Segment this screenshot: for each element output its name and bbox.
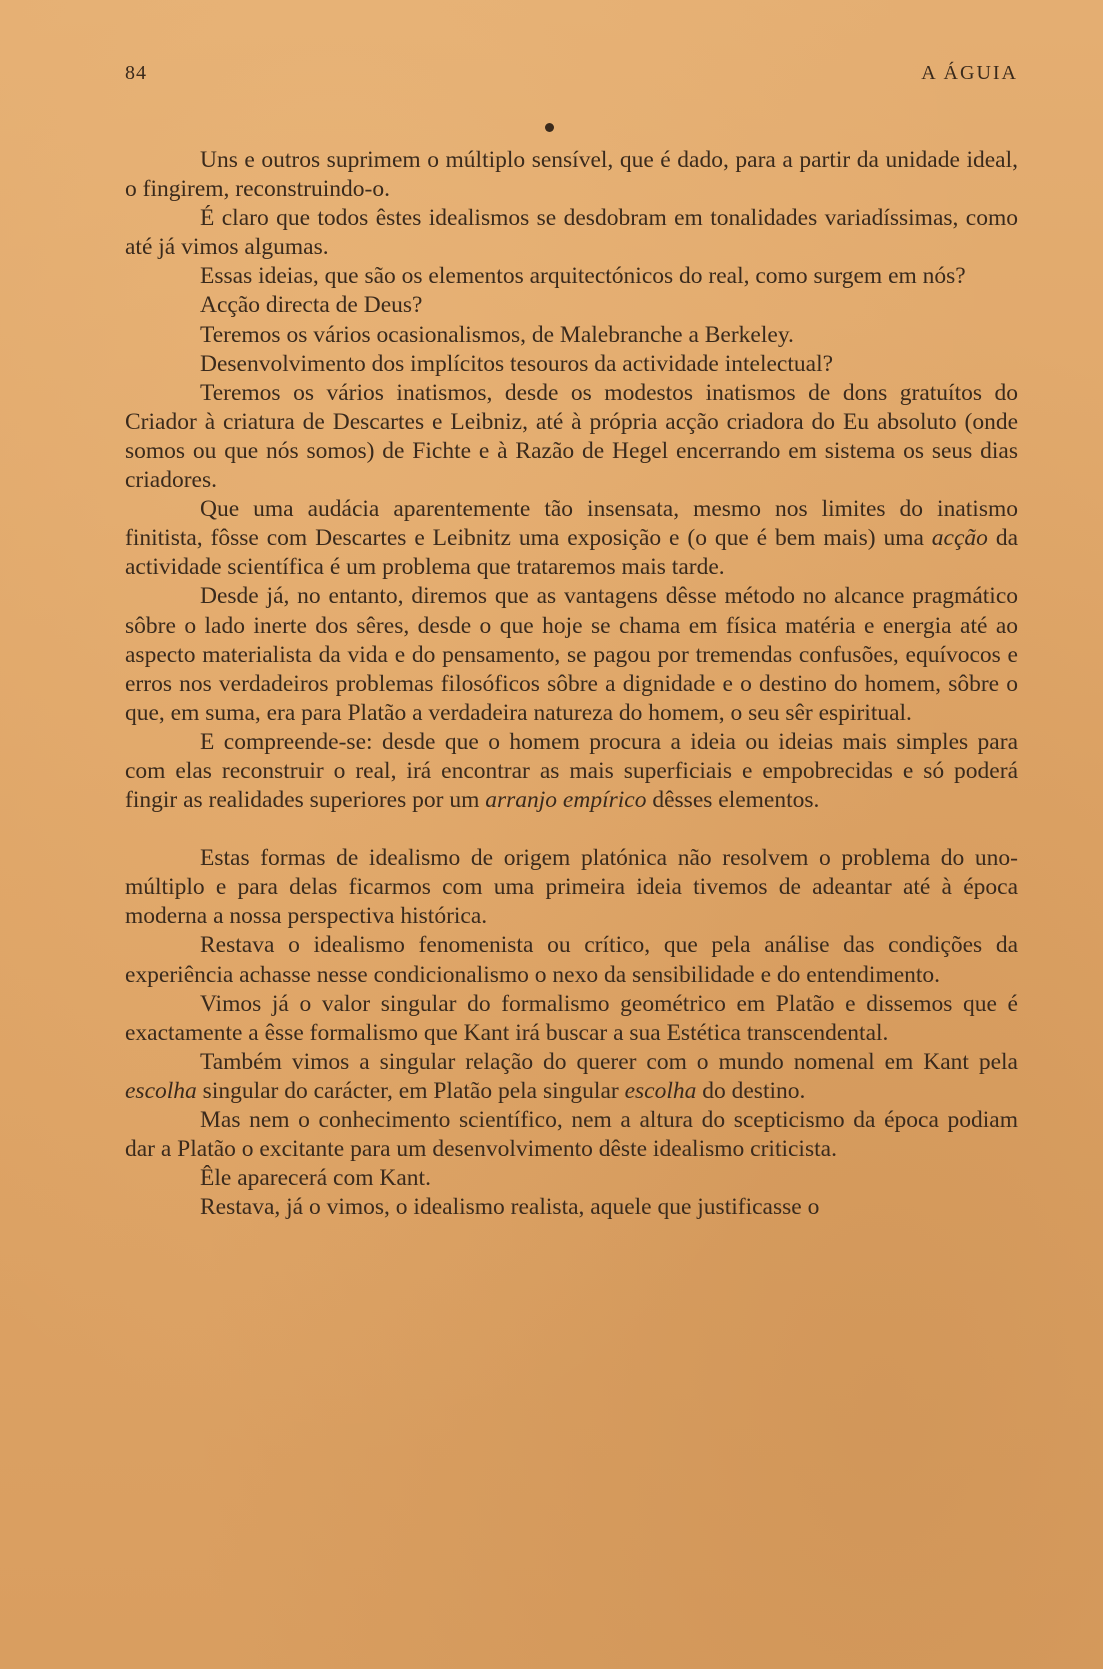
ornament-dot [545, 123, 554, 132]
paragraph: Restava, já o vimos, o idealismo realista, aquele que justificasse o [200, 1194, 820, 1221]
page-header [125, 62, 1018, 92]
paragraph [125, 495, 1018, 582]
italic-run: escolha [624, 1077, 697, 1104]
text-run: da actividade scientífica é um problema que trataremos mais tarde. [125, 525, 1018, 581]
paragraph [125, 728, 1018, 815]
paragraph: Teremos os vários ocasionalismos, de Malebranche a Berkeley. [200, 321, 794, 348]
italic-run: acção [931, 525, 988, 552]
paragraph: Teremos os vários inatismos, desde os modestos inatismos de dons gratuítos do Criador à criatura de Descartes e Leibniz, até à própria acção criadora do Eu absoluto (onde somos ou que nós somos) de Fichte e à Razão de Hegel encerrando em sistema os seus dias criadores. [125, 379, 1018, 494]
text-run: dêsses elementos. [646, 787, 820, 814]
paragraph: Êle aparecerá com Kant. [200, 1165, 431, 1192]
paragraph: Acção directa de Deus? [200, 292, 423, 319]
text-run: singular do carácter, em Platão pela singular [196, 1077, 625, 1104]
body-text [125, 146, 1018, 1222]
paragraph: Desenvolvimento dos implícitos tesouros da actividade intelectual? [200, 350, 834, 377]
italic-run: arranjo empírico [485, 787, 647, 814]
paragraph: Uns e outros suprimem o múltiplo sensível, que é dado, para a partir da unidade ideal, o fingirem, reconstruindo-o. [125, 147, 1018, 203]
text-run: do destino. [696, 1077, 806, 1104]
paragraph: É claro que todos êstes idealismos se desdobram em tonalidades variadíssimas, como até já vimos algumas. [125, 205, 1018, 261]
paragraph [125, 1048, 1018, 1106]
paragraph: Mas nem o conhecimento scientífico, nem a altura do scepticismo da época podiam dar a Platão o excitante para um desenvolvimento dêste idealismo criticista. [125, 1107, 1018, 1163]
paragraph: Desde já, no entanto, diremos que as vantagens dêsse método no alcance pragmático sôbre o lado inerte dos sêres, desde o que hoje se chama em física matéria e energia até ao aspecto materialista da vida e do pensamento, se pagou por tremendas confusões, equívocos e erros nos verdadeiros problemas filosóficos sôbre a dignidade e o destino do homem, sôbre o que, em suma, era para Platão a verdadeira natureza do homem, o seu sêr espiritual. [125, 583, 1018, 726]
paragraph: Essas ideias, que são os elementos arquitectónicos do real, como surgem em nós? [200, 263, 966, 290]
italic-run: escolha [125, 1077, 197, 1104]
text-run: Que uma audácia aparentemente tão insensata, mesmo nos limites do inatismo finitista, fôsse com Descartes e Leibnitz uma exposição e (o que é bem mais) uma [125, 496, 1018, 552]
text-run: Também vimos a singular relação do querer com o mundo nomenal em Kant pela [200, 1048, 1018, 1075]
paragraph: Vimos já o valor singular do formalismo geométrico em Platão e dissemos que é exactamente a êsse formalismo que Kant irá buscar a sua Estética transcendental. [125, 990, 1018, 1046]
page-number: 84 [125, 62, 147, 84]
running-head: A ÁGUIA [921, 62, 1018, 84]
paragraph: Estas formas de idealismo de origem platónica não resolvem o problema do uno-múltiplo e para delas ficarmos com uma primeira ideia tivemos de adeantar até à época moderna a nossa perspectiva histórica. [125, 845, 1018, 930]
text-run: E compreende-se: desde que o homem procura a ideia ou ideias mais simples para com elas reconstruir o real, irá encontrar as mais superficiais e empobrecidas e só poderá fingir as realidades superiores por um [125, 728, 1018, 814]
paragraph: Restava o idealismo fenomenista ou crítico, que pela análise das condições da experiência achasse nesse condicionalismo o nexo da sensibilidade e do entendimento. [125, 932, 1018, 988]
